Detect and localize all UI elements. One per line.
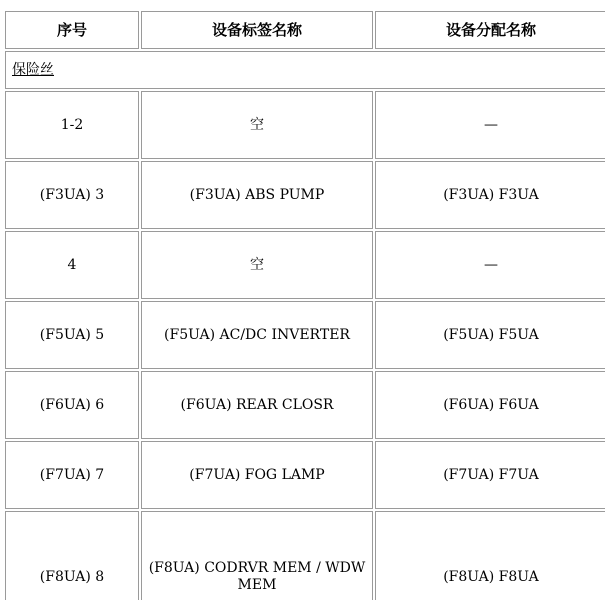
cell-number: 1-2 bbox=[5, 91, 139, 159]
header-device-label: 设备标签名称 bbox=[141, 11, 373, 49]
cell-device-assign: — bbox=[375, 231, 605, 299]
section-cell bbox=[5, 51, 605, 89]
header-row bbox=[5, 11, 605, 49]
cell-number: 4 bbox=[5, 231, 139, 299]
table-row bbox=[5, 441, 605, 509]
table-row bbox=[5, 371, 605, 439]
cell-device-label: (F8UA) CODRVR MEM / WDW MEM bbox=[141, 511, 373, 600]
cell-device-assign: (F6UA) F6UA bbox=[375, 371, 605, 439]
cell-number: (F3UA) 3 bbox=[5, 161, 139, 229]
table-container bbox=[3, 9, 605, 600]
cell-device-assign: (F3UA) F3UA bbox=[375, 161, 605, 229]
cell-device-label: 空 bbox=[141, 91, 373, 159]
cell-device-label: (F5UA) AC/DC INVERTER bbox=[141, 301, 373, 369]
table-row bbox=[5, 231, 605, 299]
cell-device-label: (F6UA) REAR CLOSR bbox=[141, 371, 373, 439]
cell-device-label: 空 bbox=[141, 231, 373, 299]
cell-number: (F5UA) 5 bbox=[5, 301, 139, 369]
fuse-table bbox=[3, 9, 605, 600]
header-device-assign: 设备分配名称 bbox=[375, 11, 605, 49]
cell-device-label: (F7UA) FOG LAMP bbox=[141, 441, 373, 509]
table-row bbox=[5, 161, 605, 229]
cell-device-assign: (F7UA) F7UA bbox=[375, 441, 605, 509]
cell-device-assign: — bbox=[375, 91, 605, 159]
cell-device-label: (F3UA) ABS PUMP bbox=[141, 161, 373, 229]
table-row bbox=[5, 301, 605, 369]
table-row bbox=[5, 511, 605, 600]
table-row bbox=[5, 91, 605, 159]
section-label-fuse: 保险丝 bbox=[12, 61, 54, 78]
header-number: 序号 bbox=[5, 11, 139, 49]
cell-number: (F8UA) 8 bbox=[5, 511, 139, 600]
cell-number: (F6UA) 6 bbox=[5, 371, 139, 439]
section-row bbox=[5, 51, 605, 89]
cell-device-assign: (F8UA) F8UA bbox=[375, 511, 605, 600]
cell-device-assign: (F5UA) F5UA bbox=[375, 301, 605, 369]
cell-number: (F7UA) 7 bbox=[5, 441, 139, 509]
